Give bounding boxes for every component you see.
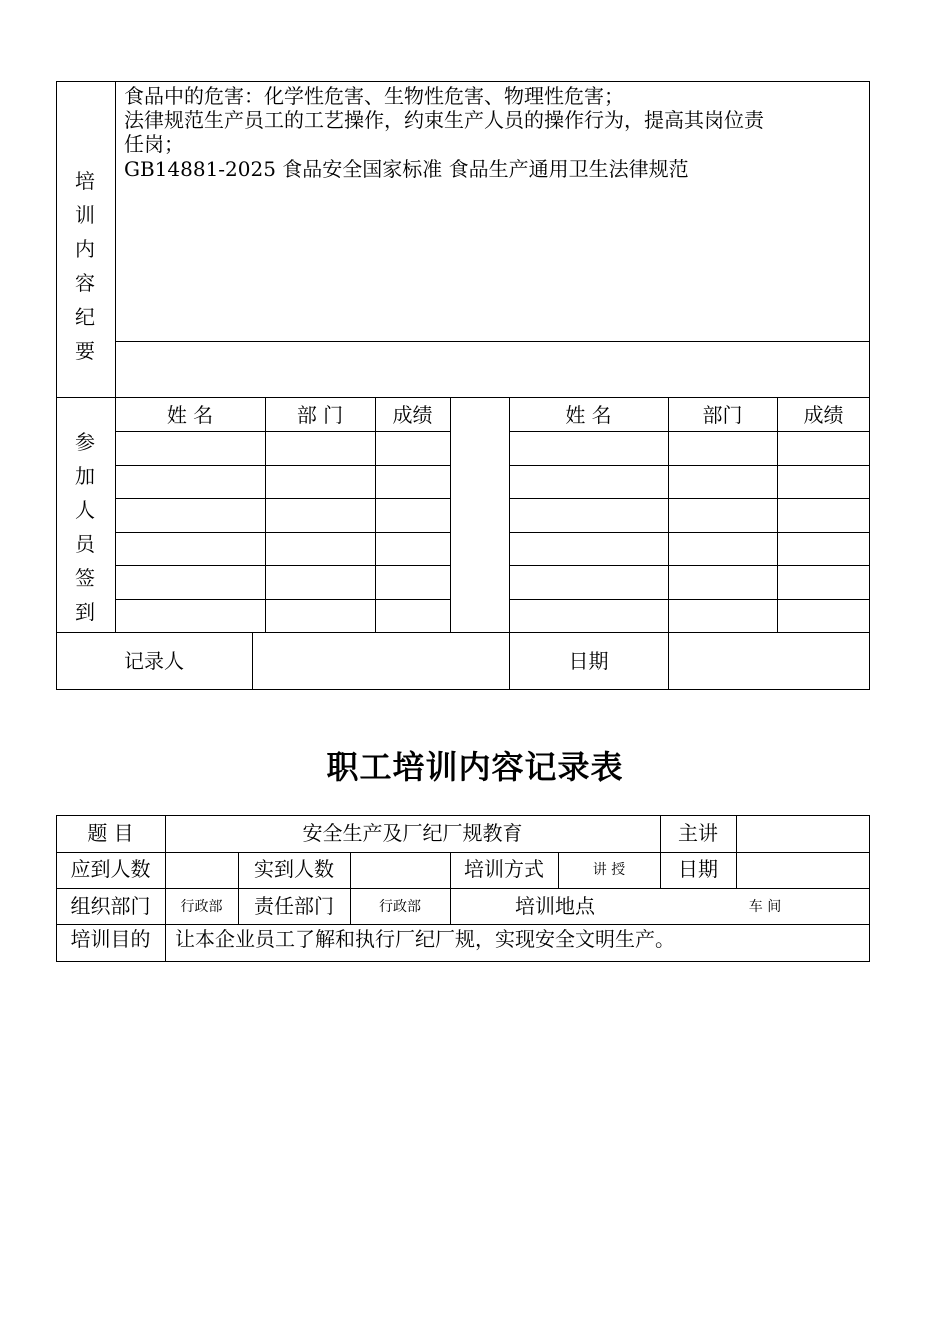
training-purpose-label: 培训目的 <box>70 927 151 951</box>
dept-column-header: 部门 <box>702 403 743 427</box>
topic-label: 题 目 <box>87 821 134 845</box>
content-line: 法律规范生产员工的工艺操作，约束生产人员的操作行为，提高其岗位责 <box>124 108 764 132</box>
training-location-value: 车 间 <box>748 899 782 915</box>
lecturer-label: 主讲 <box>678 821 718 845</box>
training-location-label: 培训地点 <box>515 894 595 918</box>
score-column-header: 成绩 <box>392 403 433 427</box>
name-column-header: 姓 名 <box>166 403 214 427</box>
responsible-dept-label: 责任部门 <box>254 894 334 918</box>
form-title: 职工培训内容记录表 <box>326 748 624 786</box>
training-method-value: 讲 授 <box>592 862 626 878</box>
date-label: 日期 <box>678 857 718 881</box>
score-column-header: 成绩 <box>803 403 844 427</box>
recorder-label: 记录人 <box>124 649 184 673</box>
content-line: 任岗； <box>124 132 184 156</box>
organizing-dept-label: 组织部门 <box>70 894 151 918</box>
attendance-signin-label: 参 加 人 员 签 到 <box>75 430 95 624</box>
responsible-dept-value: 行政部 <box>379 899 421 915</box>
dept-column-header: 部 门 <box>296 403 344 427</box>
topic-value: 安全生产及厂纪厂规教育 <box>302 821 523 845</box>
name-column-header: 姓 名 <box>565 403 612 427</box>
expected-attendance-label: 应到人数 <box>70 857 151 881</box>
organizing-dept-value: 行政部 <box>180 899 223 915</box>
content-summary-label: 培 训 内 容 纪 要 <box>75 169 95 363</box>
date-label: 日期 <box>568 649 609 673</box>
training-method-label: 培训方式 <box>464 857 544 881</box>
training-purpose-value: 让本企业员工了解和执行厂纪厂规，实现安全文明生产。 <box>175 927 675 951</box>
content-line: GB14881-2025 食品安全国家标准 食品生产通用卫生法律规范 <box>124 157 689 181</box>
content-line: 食品中的危害：化学性危害、生物性危害、物理性危害； <box>124 84 624 108</box>
actual-attendance-label: 实到人数 <box>254 857 334 881</box>
